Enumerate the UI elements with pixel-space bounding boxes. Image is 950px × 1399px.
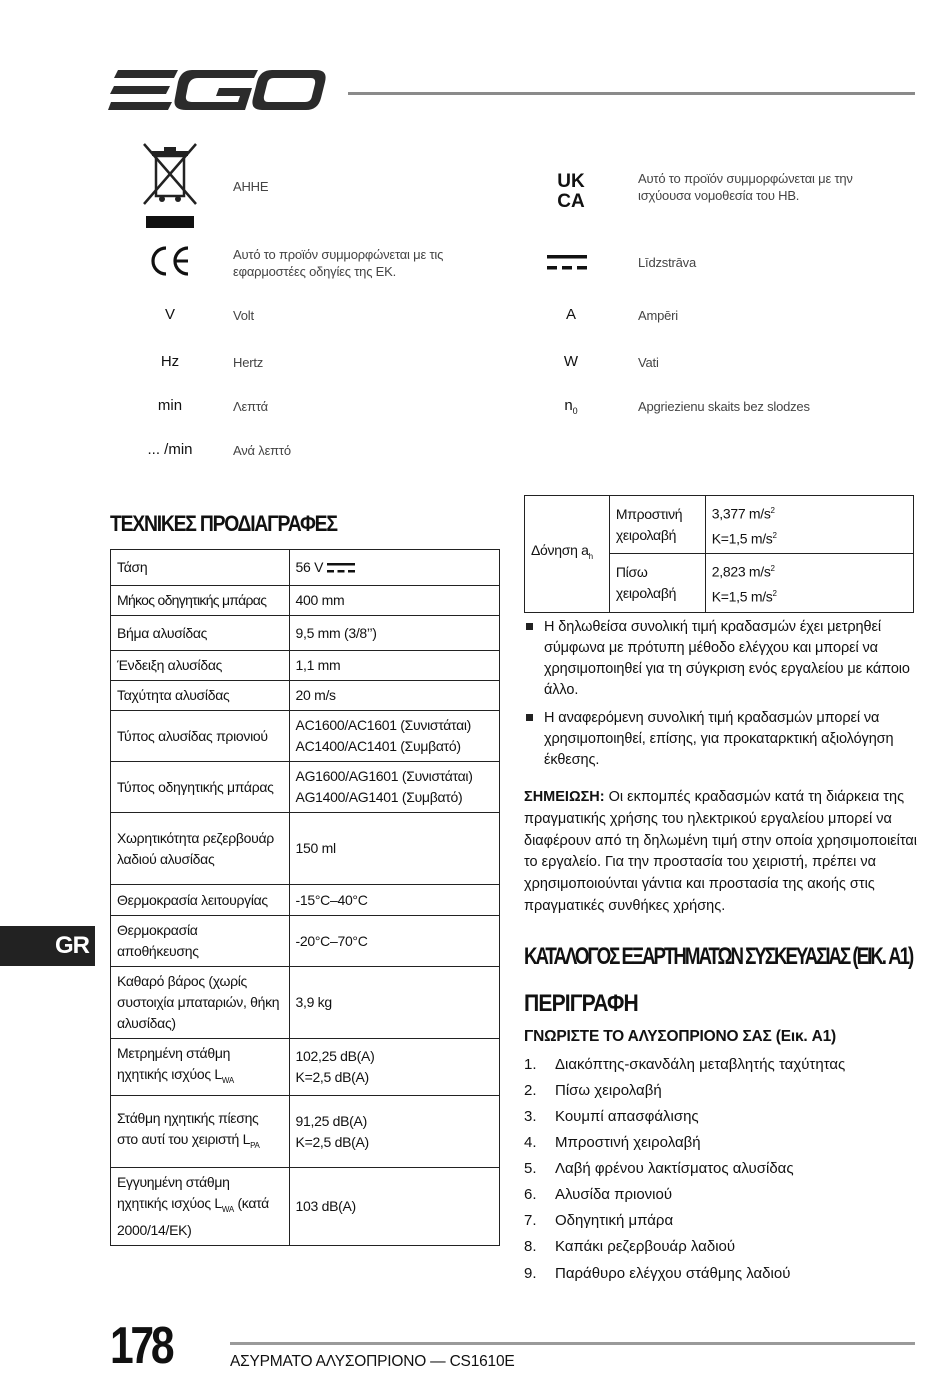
vibration-handle: Μπροστινή χειρολαβή (609, 496, 705, 554)
description-title: ΠΕΡΙΓΡΑΦΗ (524, 990, 638, 1017)
packing-list-title: ΚΑΤΑΛΟΓΟΣ ΕΞΑΡΤΗΜΑΤΩΝ ΣΥΣΚΕΥΑΣΙΑΣ (ΕΙΚ. A1) (524, 943, 913, 970)
vibration-value (705, 554, 913, 612)
list-text: Λαβή φρένου λακτίσματος αλυσίδας (555, 1160, 794, 1177)
list-text: Οδηγητική μπάρα (555, 1212, 674, 1229)
vibration-value (705, 496, 913, 554)
hertz-symbol: Hz (160, 353, 180, 370)
symbol-text-watt: Vati (638, 355, 659, 370)
spec-value: 400 mm (289, 586, 499, 616)
table-row (111, 616, 500, 651)
list-number: 4. (524, 1134, 537, 1151)
ego-logo (108, 66, 328, 116)
no-load-speed-sub: 0 (572, 406, 578, 416)
spec-value-line2: AC1400/AC1401 (Συμβατό) (295, 738, 461, 754)
symbol-text-ampere: Ampēri (638, 308, 678, 323)
ce-mark-icon (148, 244, 192, 278)
vibration-exp: 2 (770, 564, 775, 574)
spec-label: Χωρητικότητα ρεζερβουάρ λαδιού αλυσίδας (111, 813, 290, 885)
spec-value: 150 ml (289, 813, 499, 885)
table-row (111, 711, 500, 762)
symbol-text-weee: AHHE (233, 179, 269, 194)
symbol-text-dc: Līdzstrāva (638, 255, 696, 270)
bullet-text: Η δηλωθείσα συνολική τιμή κραδασμών έχει μετρηθεί σύμφωνα με πρότυπη μέθοδο ελέγχου και μπορεί να χρησιμοποιηθεί για τη σύγκριση ενός εργαλείου με κάποιο άλλο. (544, 619, 910, 698)
footer-rule (230, 1342, 915, 1345)
table-row (525, 496, 914, 554)
footer-title: ΑΣΥΡΜΑΤΟ ΑΛΥΣΟΠΡΙΟΝΟ — CS1610E (230, 1353, 515, 1370)
spec-label: Τύπος οδηγητικής μπάρας (111, 762, 290, 813)
table-row (111, 813, 500, 885)
direct-current-icon (327, 562, 355, 574)
spec-label: Τάση (111, 550, 290, 586)
svg-text:CA: CA (557, 191, 585, 210)
symbol-text-ukca: Αυτό το προϊόν συμμορφώνεται με την ισχύουσα νομοθεσία του ΗΒ. (638, 171, 853, 203)
spec-label: Ταχύτητα αλυσίδας (111, 681, 290, 711)
spec-label: Μήκος οδηγητικής μπάρας (111, 586, 290, 616)
table-row (111, 967, 500, 1039)
list-text: Κουμπί απασφάλισης (555, 1108, 699, 1125)
vibration-exp: 2 (770, 506, 775, 515)
vibration-value-1: 3,377 m/s (711, 505, 771, 522)
spec-value-line2: K=2,5 dB(A) (295, 1133, 369, 1150)
spec-value: 3,9 kg (289, 967, 499, 1039)
spec-label (111, 1039, 290, 1096)
list-number: 3. (524, 1108, 537, 1125)
spec-label: Βήμα αλυσίδας (111, 616, 290, 651)
list-text: Παράθυρο ελέγχου στάθμης λαδιού (555, 1265, 791, 1282)
watt-symbol: W (563, 353, 579, 370)
table-row (111, 1096, 500, 1168)
spec-value (289, 1039, 499, 1096)
symbol-text-volt: Volt (233, 308, 254, 323)
spec-label: Τύπος αλυσίδας πριονιού (111, 711, 290, 762)
list-number: 1. (524, 1056, 537, 1073)
specs-title: ΤΕΧΝΙΚΕΣ ΠΡΟΔΙΑΓΡΑΦΕΣ (110, 511, 337, 536)
no-load-speed-n: n (564, 397, 573, 414)
no-load-speed-symbol (545, 397, 597, 416)
list-item (526, 708, 911, 774)
list-number: 9. (524, 1265, 537, 1282)
language-tab: GR (0, 926, 95, 966)
spec-value-line1: AG1600/AG1601 (Συνιστάται) (295, 768, 473, 784)
spec-value-text: 56 V (295, 559, 324, 575)
vibration-handle: Πίσω χειρολαβή (609, 554, 705, 612)
spec-value (289, 762, 499, 813)
table-row (111, 586, 500, 616)
list-item (526, 617, 911, 703)
spec-label-text: Μετρημένη στάθμη ηχητικής ισχύος L (117, 1045, 231, 1083)
svg-text:UK: UK (557, 171, 585, 192)
spec-value: -15°C–40°C (289, 885, 499, 916)
vibration-label-text: Δόνηση a (531, 542, 589, 559)
vibration-value-2: K=1,5 m/s (711, 530, 773, 547)
table-row (111, 550, 500, 586)
spec-label-text: Εγγυημένη στάθμη ηχητικής ισχύος L (117, 1174, 230, 1211)
note-text: Οι εκπομπές κραδασμών κατά τη διάρκεια της πραγματικής χρήσης του ηλεκτρικού εργαλείου μπορεί να διαφέρουν από τη δηλωμένη τιμή στην οποία χρησιμοποιείται το εργαλείο. Για την προστασία του χειριστή, πρέπει να χρησιμοποιούνται γάντια και προστασία της ακοής στις πραγματικές συνθήκες χρήσης. (524, 789, 917, 914)
volt-symbol: V (164, 306, 175, 323)
table-row (111, 916, 500, 967)
ego-logo-graphic (108, 66, 328, 116)
vibration-label (525, 496, 610, 613)
spec-value (289, 1096, 499, 1168)
symbol-text-per-min: Ανά λεπτό (233, 443, 291, 458)
weee-bin-icon (140, 142, 200, 230)
know-your-saw-title: ΓΝΩΡΙΣΤΕ ΤΟ ΑΛΥΣΟΠΡΙΟΝΟ ΣΑΣ (Εικ. A1) (524, 1028, 836, 1045)
list-number: 7. (524, 1212, 537, 1229)
spec-value: -20°C–70°C (289, 916, 499, 967)
symbol-text-min: Λεπτά (233, 399, 268, 414)
spec-label: Ένδειξη αλυσίδας (111, 651, 290, 681)
spec-label (111, 1096, 290, 1168)
table-row (111, 1039, 500, 1096)
spec-label-sub: WA (221, 1204, 234, 1214)
spec-value: 20 m/s (289, 681, 499, 711)
spec-label-text: Στάθμη ηχητικής πίεσης στο αυτί του χειριστή L (117, 1109, 259, 1147)
bullet-icon (526, 714, 533, 721)
spec-value-line2: AG1400/AG1401 (Συμβατό) (295, 789, 463, 805)
specs-table (110, 549, 500, 1246)
list-text: Πίσω χειρολαβή (555, 1082, 662, 1099)
vibration-label-sub: h (588, 552, 593, 562)
spec-value (289, 550, 499, 586)
note-label: ΣΗΜΕΙΩΣΗ: (524, 789, 605, 805)
list-number: 8. (524, 1238, 537, 1255)
list-text: Καπάκι ρεζερβουάρ λαδιού (555, 1238, 736, 1255)
page-number: 178 (110, 1317, 172, 1375)
list-number: 2. (524, 1082, 537, 1099)
symbol-text-ce: Αυτό το προϊόν συμμορφώνεται με τις εφαρμοστέες οδηγίες της ΕΚ. (233, 247, 444, 279)
per-minute-symbol: ... /min (147, 441, 193, 458)
spec-value-line1: AC1600/AC1601 (Συνιστάται) (295, 717, 472, 733)
symbol-text-no-load-speed: Apgriezienu skaits bez slodzes (638, 399, 810, 414)
spec-label-sub: WA (221, 1075, 234, 1085)
vibration-value-2: K=1,5 m/s (711, 588, 773, 605)
table-row (111, 651, 500, 681)
spec-label: Καθαρό βάρος (χωρίς συστοιχία μπαταριών, θήκη αλυσίδας) (111, 967, 290, 1039)
table-row (111, 762, 500, 813)
ukca-mark-icon (550, 170, 592, 210)
spec-label-tail: (κατά 2000/14/ΕΚ) (117, 1195, 269, 1238)
spec-label: Θερμοκρασία λειτουργίας (111, 885, 290, 916)
list-text: Διακόπτης-σκανδάλη μεταβλητής ταχύτητας (555, 1056, 846, 1073)
spec-value: 1,1 mm (289, 651, 499, 681)
bullet-icon (526, 623, 533, 630)
spec-value-line1: 102,25 dB(A) (295, 1048, 375, 1064)
table-row (111, 885, 500, 916)
table-row (111, 681, 500, 711)
vibration-exp: 2 (772, 530, 777, 540)
list-text: Μπροστινή χειρολαβή (555, 1134, 701, 1151)
list-number: 5. (524, 1160, 537, 1177)
vibration-exp: 2 (772, 588, 777, 598)
spec-value (289, 711, 499, 762)
spec-value: 9,5 mm (3/8’’) (289, 616, 499, 651)
note-paragraph (524, 787, 919, 918)
spec-label: Θερμοκρασία αποθήκευσης (111, 916, 290, 967)
symbol-text-hertz: Hertz (233, 355, 264, 370)
table-row (111, 1168, 500, 1246)
direct-current-icon (546, 253, 588, 273)
header-rule (348, 92, 915, 95)
spec-value-line1: 91,25 dB(A) (295, 1112, 367, 1129)
minutes-symbol: min (157, 397, 183, 414)
spec-value: 103 dB(A) (289, 1168, 499, 1246)
spec-value-line2: K=2,5 dB(A) (295, 1069, 369, 1085)
list-text: Αλυσίδα πριονιού (555, 1186, 673, 1203)
list-number: 6. (524, 1186, 537, 1203)
bullet-text: Η αναφερόμενη συνολική τιμή κραδασμών μπορεί να χρησιμοποιηθεί, επίσης, για προκαταρκτική αξιολόγηση έκθεσης. (544, 710, 894, 768)
spec-label (111, 1168, 290, 1246)
vibration-value-1: 2,823 m/s (711, 563, 771, 580)
ampere-symbol: A (565, 306, 576, 323)
spec-label-sub: PA (250, 1140, 260, 1150)
vibration-table (524, 495, 914, 613)
